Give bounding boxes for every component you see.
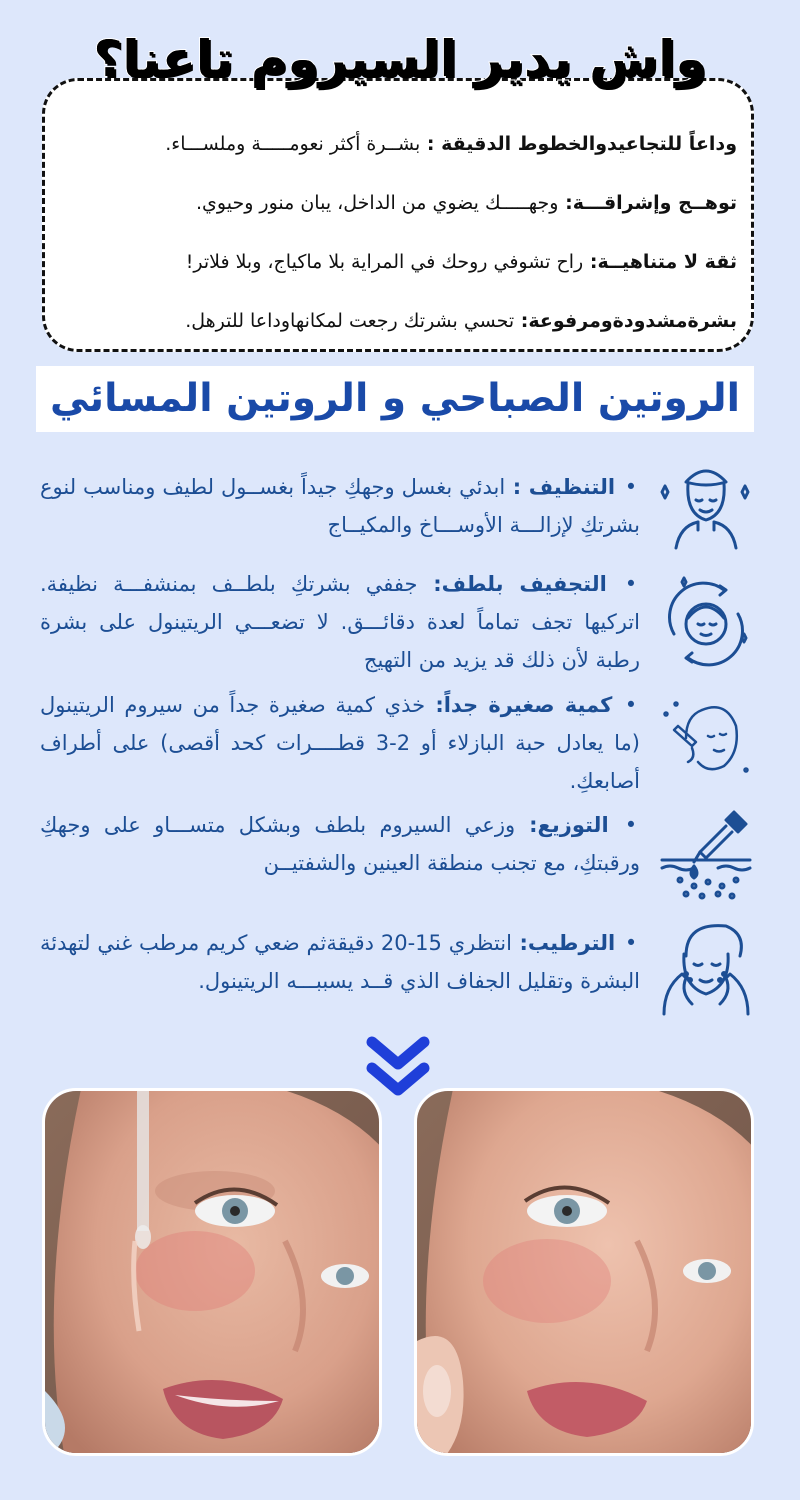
chevron-down-icon (366, 1036, 430, 1100)
benefits-box (42, 78, 754, 352)
face-wash-icon (656, 452, 756, 552)
page-title: واش يدير السيروم تاعنا؟ (93, 30, 707, 88)
face-drying-icon (656, 572, 756, 672)
routine-step: • التوزيع: وزعي السيروم بلطف وبشكل متســـاو على وجهكِ ورقبتكِ، مع تجنب منطقة العينين والشفتيــن (40, 813, 640, 875)
face-cream-icon (656, 916, 756, 1016)
routine-heading: الروتين الصباحي و الروتين المسائي (36, 366, 754, 432)
routine-step: • الترطيب: انتظري 15-20 دقيقةثم ضعي كريم مرطب غني لتهدئة البشرة وتقليل الجفاف الذي قــد يسببـــه الريتينول. (40, 931, 640, 993)
benefit-item: وداعاً للتجاعيدوالخطوط الدقيقة : بشــرة أكثر نعومـــــة وملســـاء. (165, 133, 737, 155)
photo-serum-application (42, 1088, 382, 1456)
face-photo-left (45, 1091, 382, 1456)
photo-after-result (414, 1088, 754, 1456)
routine-step: • كمية صغيرة جداً: خذي كمية صغيرة جداً من سيروم الريتينول (ما يعادل حبة البازلاء أو 2-3 قطــــرات كحد أقصى) على أطراف أصابعكِ. (40, 693, 640, 793)
benefit-item: ثقة لا متناهيــة: راح تشوفي روحك في المراية بلا ماكياج، وبلا فلاتر! (185, 251, 737, 273)
dropper-icon (656, 806, 756, 906)
benefit-item: بشرةمشدودةومرفوعة: تحسي بشرتك رجعت لمكانهاوداعا للترهل. (185, 310, 737, 332)
routine-step: • التنظيف : ابدئي بغسل وجهكِ جيداً بغســول لطيف ومناسب لنوع بشرتكِ لإزالـــة الأوســـاخ والمكيــاج (40, 475, 640, 537)
face-photo-right (417, 1091, 754, 1456)
routine-step: • التجفيف بلطف: جففي بشرتكِ بلطــف بمنشفـــة نظيفة. اتركيها تجف تماماً لعدة دقائـــق. لا تضعـــي الريتينول على بشرة رطبة لأن ذلك قد يزيد من التهيج (40, 572, 640, 672)
benefit-item: توهــج وإشراقـــة: وجهـــــك يضوي من الداخل، يبان منور وحيوي. (195, 192, 737, 214)
serum-apply-icon (656, 690, 756, 790)
